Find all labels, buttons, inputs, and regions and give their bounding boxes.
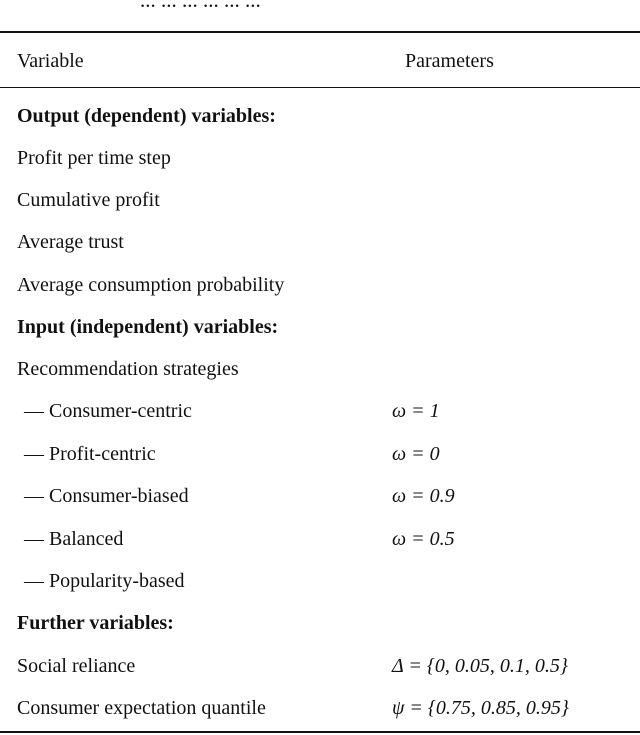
variable-cell: — Consumer-centric: [24, 400, 192, 422]
parameter-cell: ψ = {0.75, 0.85, 0.95}: [392, 697, 569, 719]
table-row: [0, 433, 640, 475]
variable-cell: Social reliance: [17, 655, 136, 677]
parameter-cell: ω = 0: [392, 443, 440, 465]
table-row: [0, 518, 640, 560]
table-row: [0, 179, 640, 221]
table-row: [0, 475, 640, 517]
section-row-input: [0, 306, 640, 348]
header-parameters: Parameters: [405, 50, 494, 72]
table-row: [0, 264, 640, 306]
caption-fragment: ... ... ... ... ... ...: [140, 0, 261, 12]
table-bottom-rule: [0, 731, 640, 733]
variable-cell: Profit per time step: [17, 147, 171, 169]
section-row-output: [0, 95, 640, 137]
header-variable: Variable: [17, 50, 84, 72]
variable-cell: Average trust: [17, 231, 124, 253]
table-row: [0, 560, 640, 602]
section-label: Input (independent) variables:: [17, 316, 279, 338]
variable-cell: Cumulative profit: [17, 189, 160, 211]
variable-cell: — Profit-centric: [24, 443, 156, 465]
variable-cell: — Popularity-based: [24, 570, 185, 592]
variable-cell: — Balanced: [24, 528, 124, 550]
parameter-cell: ω = 0.9: [392, 485, 455, 507]
parameter-cell: Δ = {0, 0.05, 0.1, 0.5}: [392, 655, 568, 677]
section-row-further: [0, 602, 640, 644]
variable-cell: Recommendation strategies: [17, 358, 239, 380]
table-top-rule: [0, 31, 640, 33]
table-row: [0, 645, 640, 687]
variable-cell: Consumer expectation quantile: [17, 697, 266, 719]
table-row: [0, 137, 640, 179]
table-row: [0, 390, 640, 432]
table-row: [0, 687, 640, 729]
variable-cell: — Consumer-biased: [24, 485, 189, 507]
parameter-cell: ω = 0.5: [392, 528, 455, 550]
table-header-row: [0, 40, 640, 82]
table-header-rule: [0, 87, 640, 88]
parameter-cell: ω = 1: [392, 400, 440, 422]
table-row: [0, 221, 640, 263]
section-label: Output (dependent) variables:: [17, 105, 276, 127]
section-label: Further variables:: [17, 612, 174, 634]
variable-cell: Average consumption probability: [17, 274, 285, 296]
table-row: [0, 348, 640, 390]
